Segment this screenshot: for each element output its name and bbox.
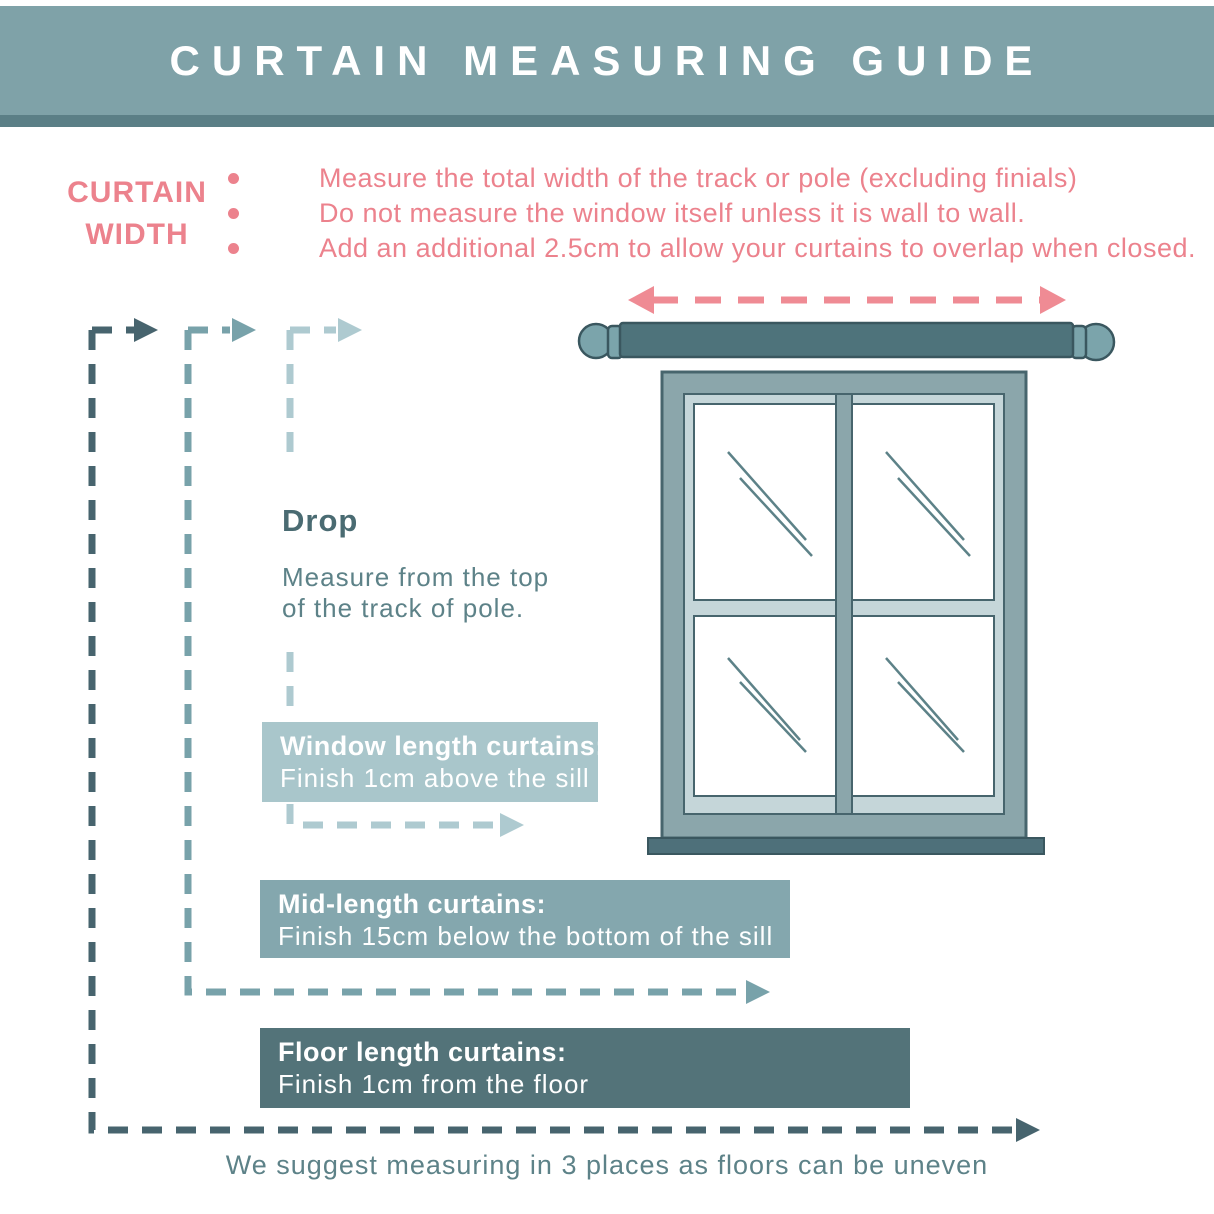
- page-title: CURTAIN MEASURING GUIDE: [169, 36, 1045, 84]
- bullet-item: [228, 231, 1196, 266]
- window-length-box: [262, 722, 605, 802]
- glass-glint-lines: [728, 452, 970, 752]
- window-illustration: [648, 372, 1044, 854]
- width-measure-arrow-icon: [628, 286, 1066, 314]
- curtain-width-label: [58, 172, 216, 256]
- bullet-text: Do not measure the window itself unless it is wall to wall.: [319, 198, 1026, 228]
- header-divider: [0, 115, 1214, 127]
- bullet-item: [228, 161, 1196, 196]
- mid-length-title: Mid-length curtains:: [278, 889, 546, 919]
- window-length-title: Window length curtains:: [280, 731, 605, 761]
- bullet-item: [228, 196, 1196, 231]
- window-sill: [648, 838, 1044, 854]
- bullet-dot-icon: [228, 173, 239, 184]
- pole-finial-left: [579, 324, 613, 358]
- floor-length-box: [260, 1028, 910, 1108]
- bullet-dot-icon: [228, 208, 239, 219]
- curtain-width-label-line1: CURTAIN: [67, 176, 207, 209]
- curtain-width-label-line2: WIDTH: [85, 218, 189, 251]
- drop-body: [282, 562, 549, 624]
- curtain-pole: [579, 323, 1114, 360]
- bullet-dot-icon: [228, 243, 239, 254]
- header-banner: [0, 6, 1214, 115]
- mid-length-subtitle: Finish 15cm below the bottom of the sill: [278, 921, 774, 951]
- mid-length-box: [260, 880, 790, 958]
- drop-body-line1: Measure from the top: [282, 562, 550, 592]
- footer-note: We suggest measuring in 3 places as floors can be uneven: [225, 1150, 989, 1180]
- window-length-subtitle: Finish 1cm above the sill: [280, 763, 590, 793]
- bullet-text: Add an additional 2.5cm to allow your curtains to overlap when closed.: [319, 233, 1196, 263]
- drop-body-line2: of the track of pole.: [282, 593, 525, 623]
- pole-finial-right: [1078, 324, 1114, 360]
- curtain-width-bullet-list: [228, 161, 1196, 266]
- bullet-text: Measure the total width of the track or pole (excluding finials): [319, 163, 1078, 193]
- floor-length-subtitle: Finish 1cm from the floor: [278, 1069, 590, 1099]
- floor-length-title: Floor length curtains:: [278, 1037, 567, 1067]
- drop-heading: Drop: [282, 503, 359, 538]
